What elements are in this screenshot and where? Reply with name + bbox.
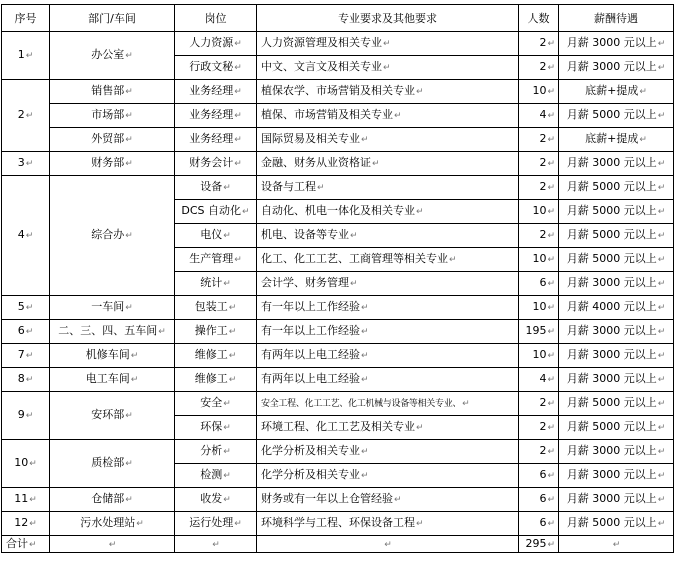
salary-cell: 月薪 3000 元以上↵ [559,464,674,488]
position-cell: 维修工↵ [175,368,257,392]
requirement-cell: 化学分析及相关专业↵ [257,440,519,464]
requirement-cell: 有两年以上电工经验↵ [257,344,519,368]
position-cell: 业务经理↵ [175,104,257,128]
salary-cell: 月薪 3000 元以上↵ [559,368,674,392]
requirement-cell: 环境工程、化工工艺及相关专业↵ [257,416,519,440]
table-row [2,80,674,104]
headcount-cell: 6↵ [519,272,559,296]
table-row [2,128,674,152]
requirement-cell: 自动化、机电一体化及相关专业↵ [257,200,519,224]
total-count: 295↵ [519,536,559,553]
position-cell: 环保↵ [175,416,257,440]
total-empty-cell: ↵ [50,536,175,553]
headcount-cell: 6↵ [519,512,559,536]
headcount-cell: 2↵ [519,416,559,440]
department-cell: 污水处理站↵ [50,512,175,536]
row-number: 6↵ [2,320,50,344]
department-cell: 电工车间↵ [50,368,175,392]
total-label: 合计↵ [2,536,50,553]
table-row [2,344,674,368]
salary-cell: 月薪 5000 元以上↵ [559,248,674,272]
position-cell: 分析↵ [175,440,257,464]
row-number: 7↵ [2,344,50,368]
row-number: 10↵ [2,440,50,488]
row-number: 12↵ [2,512,50,536]
requirement-cell: 有两年以上电工经验↵ [257,368,519,392]
table-body [2,32,674,536]
headcount-cell: 2↵ [519,176,559,200]
headcount-cell: 2↵ [519,392,559,416]
requirement-cell: 财务或有一年以上仓管经验↵ [257,488,519,512]
salary-cell: 月薪 3000 元以上↵ [559,320,674,344]
requirement-cell: 环境科学与工程、环保设备工程↵ [257,512,519,536]
salary-cell: 月薪 3000 元以上↵ [559,152,674,176]
row-number: 5↵ [2,296,50,320]
headcount-cell: 195↵ [519,320,559,344]
department-cell: 安环部↵ [50,392,175,440]
requirement-cell: 中文、文言文及相关专业↵ [257,56,519,80]
header-cell: 人数 [519,5,559,32]
table-row [2,176,674,200]
salary-cell: 月薪 5000 元以上↵ [559,104,674,128]
salary-cell: 月薪 5000 元以上↵ [559,200,674,224]
position-cell: 业务经理↵ [175,80,257,104]
header-cell: 岗位 [175,5,257,32]
salary-cell: 月薪 5000 元以上↵ [559,224,674,248]
header-cell: 薪酬待遇 [559,5,674,32]
department-cell: 二、三、四、五车间↵ [50,320,175,344]
requirement-cell: 金融、财务从业资格证↵ [257,152,519,176]
table-row [2,440,674,464]
position-cell: 收发↵ [175,488,257,512]
requirement-cell: 植保农学、市场营销及相关专业↵ [257,80,519,104]
salary-cell: 底薪+提成↵ [559,128,674,152]
salary-cell: 月薪 3000 元以上↵ [559,272,674,296]
headcount-cell: 2↵ [519,224,559,248]
salary-cell: 底薪+提成↵ [559,80,674,104]
position-cell: 人力资源↵ [175,32,257,56]
table-row [2,296,674,320]
header-cell: 序号 [2,5,50,32]
row-number: 4↵ [2,176,50,296]
department-cell: 综合办↵ [50,176,175,296]
table-row [2,392,674,416]
requirement-cell: 化工、化工工艺、工商管理等相关专业↵ [257,248,519,272]
table-row [2,512,674,536]
table-row [2,152,674,176]
table-row [2,368,674,392]
row-number: 8↵ [2,368,50,392]
salary-cell: 月薪 3000 元以上↵ [559,56,674,80]
salary-cell: 月薪 3000 元以上↵ [559,32,674,56]
salary-cell: 月薪 5000 元以上↵ [559,392,674,416]
requirement-cell: 会计学、财务管理↵ [257,272,519,296]
salary-cell: 月薪 3000 元以上↵ [559,344,674,368]
headcount-cell: 10↵ [519,200,559,224]
header-cell: 部门/车间 [50,5,175,32]
headcount-cell: 10↵ [519,296,559,320]
headcount-cell: 4↵ [519,104,559,128]
headcount-cell: 2↵ [519,128,559,152]
salary-cell: 月薪 3000 元以上↵ [559,488,674,512]
position-cell: 统计↵ [175,272,257,296]
headcount-cell: 2↵ [519,32,559,56]
row-number: 11↵ [2,488,50,512]
position-cell: 业务经理↵ [175,128,257,152]
header-row [2,5,674,32]
department-cell: 办公室↵ [50,32,175,80]
salary-cell: 月薪 5000 元以上↵ [559,416,674,440]
requirement-cell: 人力资源管理及相关专业↵ [257,32,519,56]
headcount-cell: 6↵ [519,488,559,512]
total-empty-cell: ↵ [257,536,519,553]
requirement-cell: 机电、设备等专业↵ [257,224,519,248]
requirement-cell: 植保、市场营销及相关专业↵ [257,104,519,128]
department-cell: 外贸部↵ [50,128,175,152]
position-cell: 检测↵ [175,464,257,488]
headcount-cell: 2↵ [519,56,559,80]
department-cell: 机修车间↵ [50,344,175,368]
department-cell: 质检部↵ [50,440,175,488]
row-number: 3↵ [2,152,50,176]
department-cell: 市场部↵ [50,104,175,128]
salary-cell: 月薪 5000 元以上↵ [559,176,674,200]
position-cell: 行政文秘↵ [175,56,257,80]
row-number: 2↵ [2,80,50,152]
headcount-cell: 4↵ [519,368,559,392]
requirement-cell: 有一年以上工作经验↵ [257,296,519,320]
requirement-cell: 设备与工程↵ [257,176,519,200]
position-cell: 包装工↵ [175,296,257,320]
department-cell: 一车间↵ [50,296,175,320]
position-cell: DCS 自动化↵ [175,200,257,224]
position-cell: 安全↵ [175,392,257,416]
position-cell: 生产管理↵ [175,248,257,272]
total-empty-cell: ↵ [175,536,257,553]
headcount-cell: 10↵ [519,344,559,368]
position-cell: 维修工↵ [175,344,257,368]
requirement-cell: 国际贸易及相关专业↵ [257,128,519,152]
department-cell: 财务部↵ [50,152,175,176]
position-cell: 运行处理↵ [175,512,257,536]
header-cell: 专业要求及其他要求 [257,5,519,32]
headcount-cell: 2↵ [519,152,559,176]
salary-cell: 月薪 4000 元以上↵ [559,296,674,320]
department-cell: 销售部↵ [50,80,175,104]
position-cell: 操作工↵ [175,320,257,344]
headcount-cell: 2↵ [519,440,559,464]
row-number: 9↵ [2,392,50,440]
position-cell: 财务会计↵ [175,152,257,176]
department-cell: 仓储部↵ [50,488,175,512]
requirement-cell: 安全工程、化工工艺、化工机械与设备等相关专业、↵ [257,392,519,416]
table-row [2,32,674,56]
salary-cell: 月薪 5000 元以上↵ [559,512,674,536]
headcount-cell: 6↵ [519,464,559,488]
total-empty-cell: ↵ [559,536,674,553]
position-cell: 设备↵ [175,176,257,200]
headcount-cell: 10↵ [519,248,559,272]
requirement-cell: 化学分析及相关专业↵ [257,464,519,488]
requirement-cell: 有一年以上工作经验↵ [257,320,519,344]
table-row [2,104,674,128]
total-row [2,536,674,553]
table-row [2,320,674,344]
headcount-cell: 10↵ [519,80,559,104]
table-row [2,488,674,512]
recruitment-table [1,4,674,553]
position-cell: 电仪↵ [175,224,257,248]
row-number: 1↵ [2,32,50,80]
salary-cell: 月薪 3000 元以上↵ [559,440,674,464]
